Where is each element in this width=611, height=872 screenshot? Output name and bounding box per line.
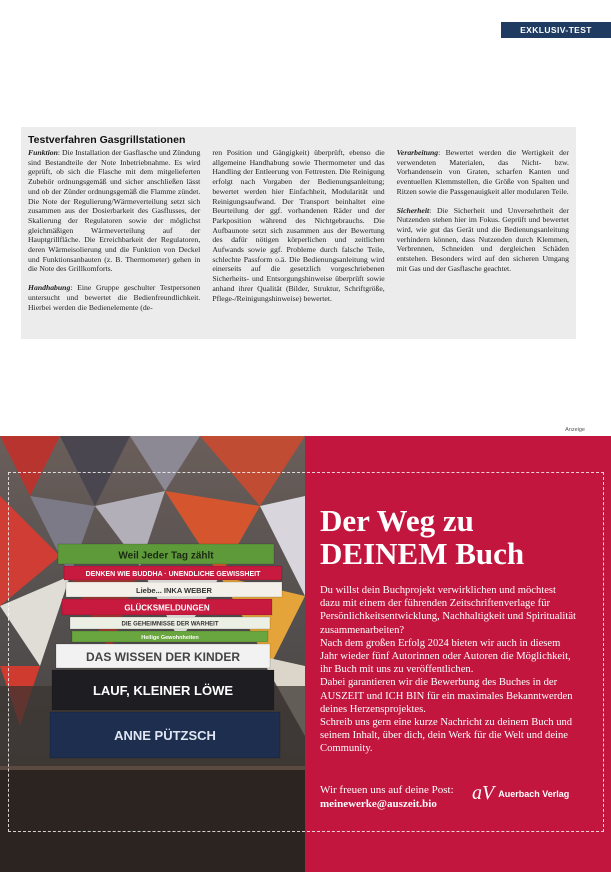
ad-paragraph: Dabei garantieren wir die Bewerbung des Buches in der AUSZEIT und ICH BIN für ein maximales Bekanntwerden deines Herzensprojektes.: [320, 677, 573, 715]
paragraph-sicherheit: Sicherheit: Die Sicherheit und Unversehrtheit der Nutzenden stehen hier im Fokus. Geprüft und bewertet wird, wie gut das Gerät und die Bedienungsanleitung verhindern können, dass Nutzenden durch Klemmen, Verbrennen, Schneiden und dergleichen Schäden entstehen. Besonders wird auf den sicheren Umgang mit Gas und der Gasflasche geachtet.: [396, 205, 569, 273]
paragraph-handhabung: Handhabung: Eine Gruppe geschulter Testpersonen untersucht und bewertet die Bedienfreundlichkeit. Hierbei werden die Bedienelemente (de-: [28, 283, 201, 312]
publisher-logo-icon: aV: [472, 782, 495, 804]
book-title: Liebe... INKA WEBER: [136, 585, 212, 595]
paragraph-verarbeitung: Verarbeitung: Bewertet werden die Wertigkeit der verwendeten Materialen, das Nicht- bzw. Vorhandensein von Graten, scharfen Kanten und eventuellen Klemmstellen, die Größe von Spalten und Ritzen sowie die Passgenauigkeit aller modularen Teile.: [396, 148, 569, 196]
book-title: GLÜCKSMELDUNGEN: [124, 603, 210, 613]
ad-label: Anzeige: [565, 427, 585, 433]
book-title: DIE GEHEIMNISSE DER WARHEIT: [121, 621, 219, 628]
ad-title: [320, 504, 524, 570]
ad-paragraph: Schreib uns gern eine kurze Nachricht zu deinem Buch und seinem Inhalt, über dich, dein Werk für die Welt und deine Community.: [320, 717, 573, 755]
contact-email-link[interactable]: meinewerke@auszeit.bio: [320, 798, 437, 810]
book-title: LAUF, KLEINER LÖWE: [92, 683, 234, 698]
publisher-logo-text: Auerbach Verlag: [498, 788, 570, 799]
ad-title-line-2: DEINEM Buch: [320, 536, 525, 571]
paragraph-handhabung-cont: ren Position und Gängigkeit) überprüft, ebenso die allgemeine Handhabung sowie Thermometer und das Handling der Entleerung von Fettresten. Die Reinigung erfolgt nach Vorgaben der Bedienungsanleitung; bewertet werden hier Einfachheit, Modularität und Reinigungsaufwand. Der Transport beinhaltet eine Beurteilung der ggf. vorhandenen Räder und der Parkposition während des Nichtgebrauchs. Die Aufbaunote setzt sich zusammen aus der Bewertung des dafür nötigen körperlichen und zeitlichen Aufwands sowie ggf. Probleme durch falsche Teile, schlechte Passform o.ä. Die Bedienungsanleitung wird einerseits auf die gesetzlich vorgeschriebenen Sicherheits- und Entsorgungshinweise überprüft sowie anhand ihrer Qualität (Bilder, Struktur, Schriftgröße, Pflege-/Reinigungshinweise) bewertet.: [212, 148, 385, 303]
box-title: Testverfahren Gasgrillstationen: [28, 134, 186, 146]
ad-paragraph: Nach dem großen Erfolg 2024 bieten wir auch in diesem Jahr wieder fünf Autorinnen oder Autoren die Möglichkeit, ihr Buch mit uns zu veröffentlichen.: [320, 637, 571, 676]
paragraph-funktion: Funktion: Die Installation der Gasflasche und Zündung sind Bestandteile der Note Inbetriebnahme. Es wird geprüft, ob sich die Flasche mit dem mitgelieferten Zubehör ordnungsgemäß und sicher anschließen lässt und ob der Zünder ordnungsgemäß die Flamme zündet. Die Note der Regulierung/Wärmeverteilung setzt sich zusammen aus der Dosierbarkeit des Gasflusses, der Skalierung der Regulatoren sowie der möglichst gleichmäßigen Wärmeverteilung auf der Hauptgrillfläche. Die Erreichbarkeit der Regulatoren, deren Wärmeisolierung und die Funktion von Deckel und Funktionsanbauten (z. B. Thermometer) gehen in die Note des Grillkomforts.: [28, 148, 201, 274]
section-tag: EXKLUSIV-TEST: [501, 22, 611, 38]
book-title: DAS WISSEN DER KINDER: [85, 650, 241, 664]
text-column-2: [212, 148, 384, 312]
publisher-logo: [472, 782, 569, 805]
ad-contact: [320, 783, 454, 811]
text-column-1: [28, 148, 200, 312]
book-title: DENKEN WIE BUDDHA · UNENDLICHE GEWISSHEIT: [85, 571, 261, 579]
ad-body: [320, 584, 578, 756]
contact-line: Wir freuen uns auf deine Post:: [320, 784, 454, 796]
text-column-3: [397, 148, 569, 312]
book-title: Weil Jeder Tag zählt: [118, 550, 214, 562]
book-title: ANNE PÜTZSCH: [114, 728, 216, 743]
ad-paragraph: Du willst dein Buchprojekt verwirklichen und möchtest dazu mit einem der führenden Zeitschriftenverlage für Persönlichkeitsentwicklung, Nachhaltigkeit und Spiritualität zusammenarbeiten?: [320, 585, 576, 636]
info-box: [21, 127, 576, 339]
ad-title-line-1: Der Weg zu: [320, 503, 474, 538]
book-title: Heilige Gewohnheiten: [141, 634, 199, 641]
